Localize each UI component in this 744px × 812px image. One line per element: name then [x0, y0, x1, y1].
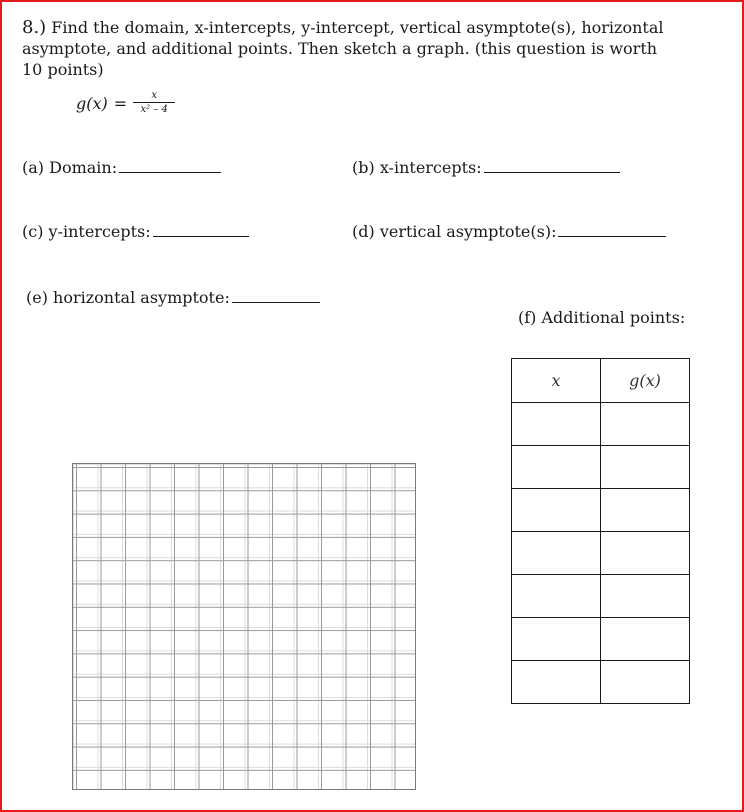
table-header-x: x	[512, 359, 601, 403]
part-c-label: (c) y-intercepts:	[22, 222, 151, 241]
table-cell-gx[interactable]	[601, 661, 690, 704]
question-number: 8.)	[22, 17, 47, 38]
part-b-answer-blank[interactable]	[484, 160, 620, 173]
part-d-label: (d) vertical asymptote(s):	[352, 222, 557, 241]
table-cell-gx[interactable]	[601, 403, 690, 446]
part-e-answer-blank[interactable]	[232, 290, 320, 303]
part-c-answer-blank[interactable]	[153, 224, 249, 237]
table-cell-x[interactable]	[512, 661, 601, 704]
part-d-vertical-asymptotes	[352, 222, 666, 241]
table-cell-x[interactable]	[512, 532, 601, 575]
part-b-label: (b) x-intercepts:	[352, 158, 482, 177]
table-row	[512, 661, 690, 704]
table-header-row	[512, 359, 690, 403]
part-b-x-intercepts	[352, 158, 620, 177]
table-cell-x[interactable]	[512, 403, 601, 446]
part-a-domain	[22, 158, 221, 177]
part-d-answer-blank[interactable]	[558, 224, 666, 237]
part-c-y-intercepts	[22, 222, 249, 241]
table-header-gx: g(x)	[601, 359, 690, 403]
table-cell-x[interactable]	[512, 575, 601, 618]
function-formula	[76, 88, 175, 118]
table-cell-x[interactable]	[512, 489, 601, 532]
table-cell-gx[interactable]	[601, 489, 690, 532]
table-row	[512, 575, 690, 618]
table-cell-x[interactable]	[512, 446, 601, 489]
part-f-additional-points	[518, 308, 685, 327]
formula-lhs: g(x)	[76, 93, 108, 113]
table-cell-gx[interactable]	[601, 618, 690, 661]
question-text: Find the domain, x-intercepts, y-intercept, vertical asymptote(s), horizontal asymptote, and additional points. Then sketch a graph. (this question is worth 10 points)	[22, 18, 664, 79]
formula-denominator: x² – 4	[140, 104, 168, 115]
table-row	[512, 489, 690, 532]
table-row	[512, 618, 690, 661]
formula-equals: =	[113, 93, 128, 113]
part-e-label: (e) horizontal asymptote:	[26, 288, 230, 307]
table-row	[512, 532, 690, 575]
graph-paper-grid[interactable]	[72, 463, 416, 790]
part-a-label: (a) Domain:	[22, 158, 118, 177]
table-row	[512, 446, 690, 489]
part-f-label: (f) Additional points:	[518, 308, 686, 327]
formula-fraction	[133, 90, 175, 116]
question-prompt	[22, 17, 682, 80]
formula-numerator: x	[151, 90, 157, 101]
table-cell-gx[interactable]	[601, 532, 690, 575]
points-table	[511, 358, 690, 704]
part-e-horizontal-asymptote	[26, 288, 320, 307]
table-cell-gx[interactable]	[601, 446, 690, 489]
table-row	[512, 403, 690, 446]
table-cell-x[interactable]	[512, 618, 601, 661]
table-cell-gx[interactable]	[601, 575, 690, 618]
part-a-answer-blank[interactable]	[119, 160, 221, 173]
